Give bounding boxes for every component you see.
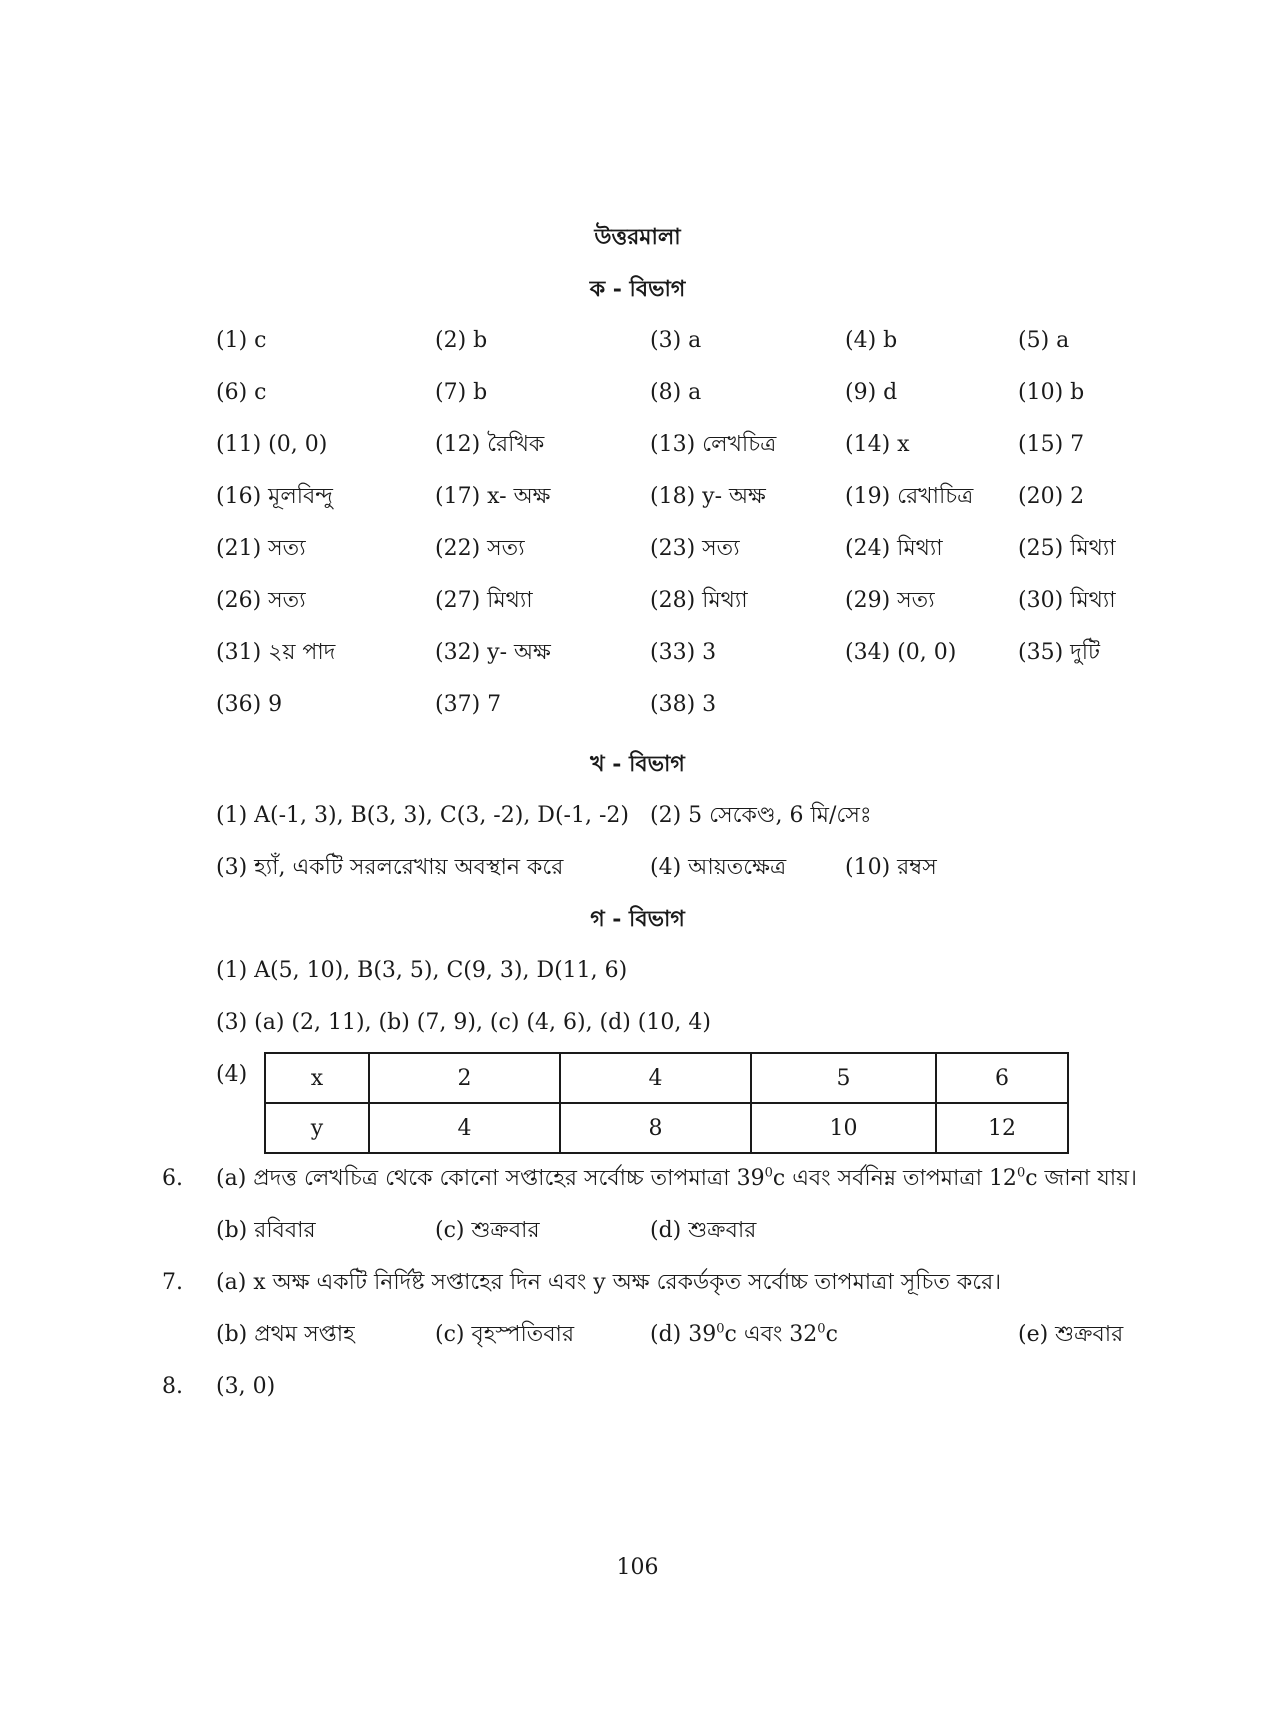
table-cell: 4: [560, 1053, 751, 1103]
ka-answer: (24) মিথ্যা: [845, 536, 943, 561]
ka-answer: (35) দুটি: [1018, 640, 1100, 665]
q7-answer-c: (c) বৃহস্পতিবার: [435, 1322, 575, 1347]
page-number: 106: [616, 1555, 659, 1580]
table-cell: 6: [936, 1053, 1068, 1103]
q7-answer-b: (b) প্রথম সপ্তাহ: [216, 1322, 355, 1347]
ka-answer: (1) c: [216, 328, 267, 353]
ka-answer: (33) 3: [650, 640, 717, 665]
ka-answer: (15) 7: [1018, 432, 1085, 457]
table-cell-x-label: x: [265, 1053, 369, 1103]
ka-answer: (25) মিথ্যা: [1018, 536, 1116, 561]
ka-answer: (23) সত্য: [650, 536, 740, 561]
ka-answer: (10) b: [1018, 380, 1085, 405]
section-kha-heading: খ - বিভাগ: [590, 751, 685, 777]
ka-answer: (11) (0, 0): [216, 432, 328, 457]
table-cell: 2: [369, 1053, 560, 1103]
ka-answer: (4) b: [845, 328, 898, 353]
ka-answer: (32) y- অক্ষ: [435, 640, 551, 665]
table-cell-y-label: y: [265, 1103, 369, 1153]
section-ka-heading: ক - বিভাগ: [589, 276, 686, 302]
ka-answer: (8) a: [650, 380, 702, 405]
ka-answer: (12) রৈখিক: [435, 432, 545, 457]
table-cell: 12: [936, 1103, 1068, 1153]
ka-answer: (9) d: [845, 380, 898, 405]
q8-number: 8.: [162, 1374, 183, 1399]
q8-answer: (3, 0): [216, 1374, 276, 1399]
section-ga-heading: গ - বিভাগ: [590, 906, 685, 932]
ka-answer: (16) মূলবিন্দু: [216, 484, 333, 509]
ga-answer-4-label: (4): [216, 1062, 248, 1087]
ka-answer: (29) সত্য: [845, 588, 935, 613]
ka-answer: (20) 2: [1018, 484, 1085, 509]
q7-answer-e: (e) শুক্রবার: [1018, 1322, 1124, 1347]
table-row-x: [265, 1053, 1068, 1103]
ka-answer: (6) c: [216, 380, 267, 405]
page-title: উত্তরমালা: [594, 224, 681, 250]
ka-answer: (30) মিথ্যা: [1018, 588, 1116, 613]
kha-answer-4: (4) আয়তক্ষেত্র: [650, 855, 787, 880]
kha-answer-2: (2) 5 সেকেণ্ড, 6 মি/সেঃ: [650, 803, 872, 828]
table-row-y: [265, 1103, 1068, 1153]
ka-answer: (34) (0, 0): [845, 640, 957, 665]
q7-answer-a: (a) x অক্ষ একটি নির্দিষ্ট সপ্তাহের দিন এবং y অক্ষ রেকর্ডকৃত সর্বোচ্চ তাপমাত্রা সূচিত করে।: [216, 1270, 1002, 1295]
q6-number: 6.: [162, 1166, 183, 1191]
ka-answer: (37) 7: [435, 692, 502, 717]
table-cell: 4: [369, 1103, 560, 1153]
ka-answer: (36) 9: [216, 692, 283, 717]
q6-answer-a: (a) প্রদত্ত লেখচিত্র থেকে কোনো সপ্তাহের সর্বোচ্চ তাপমাত্রা $39^0c$ এবং সর্বনিম্ন তাপমাত্রা $12^0c$ জানা যায়।: [216, 1165, 1137, 1191]
kha-answer-1: (1) A(-1, 3), B(3, 3), C(3, -2), D(-1, -2): [216, 803, 629, 828]
ka-answer: (3) a: [650, 328, 702, 353]
ka-answer: (21) সত্য: [216, 536, 306, 561]
ka-answer: (28) মিথ্যা: [650, 588, 748, 613]
ka-answer: (26) সত্য: [216, 588, 306, 613]
table-cell: 8: [560, 1103, 751, 1153]
ka-answer: (19) রেখাচিত্র: [845, 484, 974, 509]
kha-answer-3: (3) হ্যাঁ, একটি সরলরেখায় অবস্থান করে: [216, 855, 564, 880]
kha-answer-10: (10) রম্বস: [845, 855, 937, 880]
q6-answer-b: (b) রবিবার: [216, 1218, 316, 1243]
ka-answer: (2) b: [435, 328, 488, 353]
ka-answer: (5) a: [1018, 328, 1070, 353]
table-cell: 5: [751, 1053, 936, 1103]
ka-answer: (14) x: [845, 432, 910, 457]
q6-answer-c: (c) শুক্রবার: [435, 1218, 540, 1243]
ka-answer: (7) b: [435, 380, 488, 405]
q7-number: 7.: [162, 1270, 183, 1295]
ga-answer-1: (1) A(5, 10), B(3, 5), C(9, 3), D(11, 6): [216, 958, 628, 983]
xy-table: [264, 1052, 1069, 1154]
ka-answer: (38) 3: [650, 692, 717, 717]
ka-answer: (13) লেখচিত্র: [650, 432, 777, 457]
ka-answer: (18) y- অক্ষ: [650, 484, 766, 509]
q7-answer-d: (d) $39^0c$ এবং $32^0c$: [650, 1321, 838, 1347]
ka-answer: (17) x- অক্ষ: [435, 484, 551, 509]
table-cell: 10: [751, 1103, 936, 1153]
ka-answer: (22) সত্য: [435, 536, 525, 561]
ka-answer: (31) ২য় পাদ: [216, 640, 336, 665]
ka-answer: (27) মিথ্যা: [435, 588, 533, 613]
ga-answer-3: (3) (a) (2, 11), (b) (7, 9), (c) (4, 6), (d) (10, 4): [216, 1010, 711, 1035]
q6-answer-d: (d) শুক্রবার: [650, 1218, 757, 1243]
